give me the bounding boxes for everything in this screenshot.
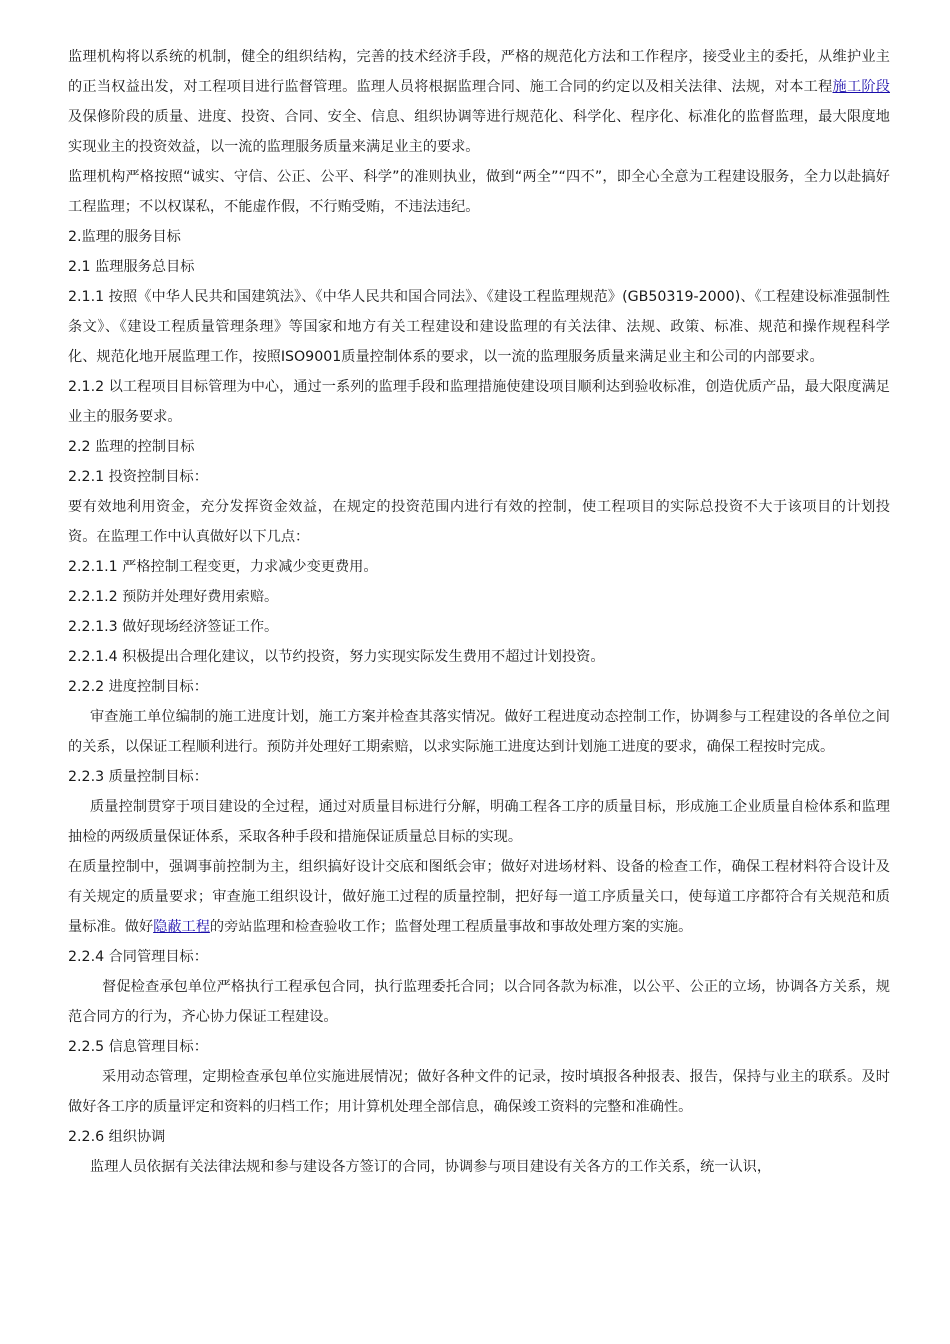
paragraph-investment: 要有效地利用资金，充分发挥资金效益，在规定的投资范围内进行有效的控制，使工程项目的实际总投资不大于该项目的计划投资。在监理工作中认真做好以下几点： bbox=[68, 499, 890, 545]
list-item-2-2-1-4: 2.2.1.4 积极提出合理化建议，以节约投资，努力实现实际发生费用不超过计划投资。 bbox=[68, 649, 605, 665]
document-body bbox=[68, 42, 890, 1182]
heading-control-goals: 2.2 监理的控制目标 bbox=[68, 439, 195, 455]
heading-overall-goal: 2.1 监理服务总目标 bbox=[68, 259, 195, 275]
paragraph-quality-2 bbox=[68, 852, 890, 942]
heading-investment-control: 2.2.1 投资控制目标： bbox=[68, 469, 208, 485]
heading-contract-management: 2.2.4 合同管理目标： bbox=[68, 949, 208, 965]
paragraph-2-1-1: 2.1.1 按照《中华人民共和国建筑法》、《中华人民共和国合同法》、《建设工程监理规范》(GB50319-2000)、《工程建设标准强制性条文》、《建设工程质量管理条理》等国家和地方有关工程建设和建设监理的有关法律、法规、政策、标准、规范和操作规程科学化、规范化地开展监理工作，按照ISO9001质量控制体系的要求，以一流的监理服务质量来满足业主和公司的内部要求。 bbox=[68, 289, 890, 365]
paragraph-2-1-2: 2.1.2 以工程项目目标管理为中心，通过一系列的监理手段和监理措施使建设项目顺利达到验收标准，创造优质产品，最大限度满足业主的服务要求。 bbox=[68, 379, 890, 425]
heading-service-goals: 2.监理的服务目标 bbox=[68, 229, 181, 245]
list-item-2-2-1-2: 2.2.1.2 预防并处理好费用索赔。 bbox=[68, 589, 279, 605]
paragraph-intro bbox=[68, 42, 890, 162]
paragraph-intro-text-2: 及保修阶段的质量、进度、投资、合同、安全、信息、组织协调等进行规范化、科学化、程序化、标准化的监督监理，最大限度地实现业主的投资效益，以一流的监理服务质量来满足业主的要求。 bbox=[68, 109, 890, 155]
paragraph-quality-2-text-1: 在质量控制中，强调事前控制为主，组织搞好设计交底和图纸会审；做好对进场材料、设备的检查工作，确保工程材料符合设计及有关规定的质量要求；审查施工组织设计，做好施工过程的质量控制，把好每一道工序质量关口，使每道工序都符合有关规范和质量标准。做好 bbox=[68, 859, 890, 935]
link-construction-phase[interactable]: 施工阶段 bbox=[832, 79, 890, 95]
paragraph-principles: 监理机构严格按照“诚实、守信、公正、公平、科学”的准则执业，做到“两全”“四不”，即全心全意为工程建设服务，全力以赴搞好工程监理；不以权谋私，不能虚作假，不行贿受贿，不违法违纪。 bbox=[68, 169, 890, 215]
list-item-2-2-1-1: 2.2.1.1 严格控制工程变更，力求减少变更费用。 bbox=[68, 559, 378, 575]
paragraph-quality-1: 质量控制贯穿于项目建设的全过程，通过对质量目标进行分解，明确工程各工序的质量目标，形成施工企业质量自检体系和监理抽检的两级质量保证体系，采取各种手段和措施保证质量总目标的实现。 bbox=[68, 799, 890, 845]
paragraph-schedule: 审查施工单位编制的施工进度计划，施工方案并检查其落实情况。做好工程进度动态控制工作，协调参与工程建设的各单位之间的关系，以保证工程顺利进行。预防并处理好工期索赔，以求实际施工进度达到计划施工进度的要求，确保工程按时完成。 bbox=[68, 709, 890, 755]
link-concealed-works[interactable]: 隐蔽工程 bbox=[153, 919, 210, 935]
paragraph-information: 采用动态管理，定期检查承包单位实施进展情况；做好各种文件的记录，按时填报各种报表、报告，保持与业主的联系。及时做好各工序的质量评定和资料的归档工作；用计算机处理全部信息，确保竣工资料的完整和准确性。 bbox=[68, 1069, 890, 1115]
paragraph-contract: 督促检查承包单位严格执行工程承包合同，执行监理委托合同；以合同各款为标准，以公平、公正的立场，协调各方关系，规范合同方的行为，齐心协力保证工程建设。 bbox=[68, 979, 890, 1025]
heading-schedule-control: 2.2.2 进度控制目标： bbox=[68, 679, 208, 695]
heading-information-management: 2.2.5 信息管理目标： bbox=[68, 1039, 208, 1055]
paragraph-coordination: 监理人员依据有关法律法规和参与建设各方签订的合同，协调参与项目建设有关各方的工作关系，统一认识， bbox=[90, 1159, 772, 1175]
paragraph-quality-2-text-2: 的旁站监理和检查验收工作；监督处理工程质量事故和事故处理方案的实施。 bbox=[209, 919, 693, 935]
heading-quality-control: 2.2.3 质量控制目标： bbox=[68, 769, 208, 785]
list-item-2-2-1-3: 2.2.1.3 做好现场经济签证工作。 bbox=[68, 619, 279, 635]
heading-coordination: 2.2.6 组织协调 bbox=[68, 1129, 166, 1145]
paragraph-intro-text-1: 监理机构将以系统的机制，健全的组织结构，完善的技术经济手段，严格的规范化方法和工作程序，接受业主的委托，从维护业主的正当权益出发，对工程项目进行监督管理。监理人员将根据监理合同、施工合同的约定以及相关法律、法规，对本工程 bbox=[68, 49, 890, 95]
